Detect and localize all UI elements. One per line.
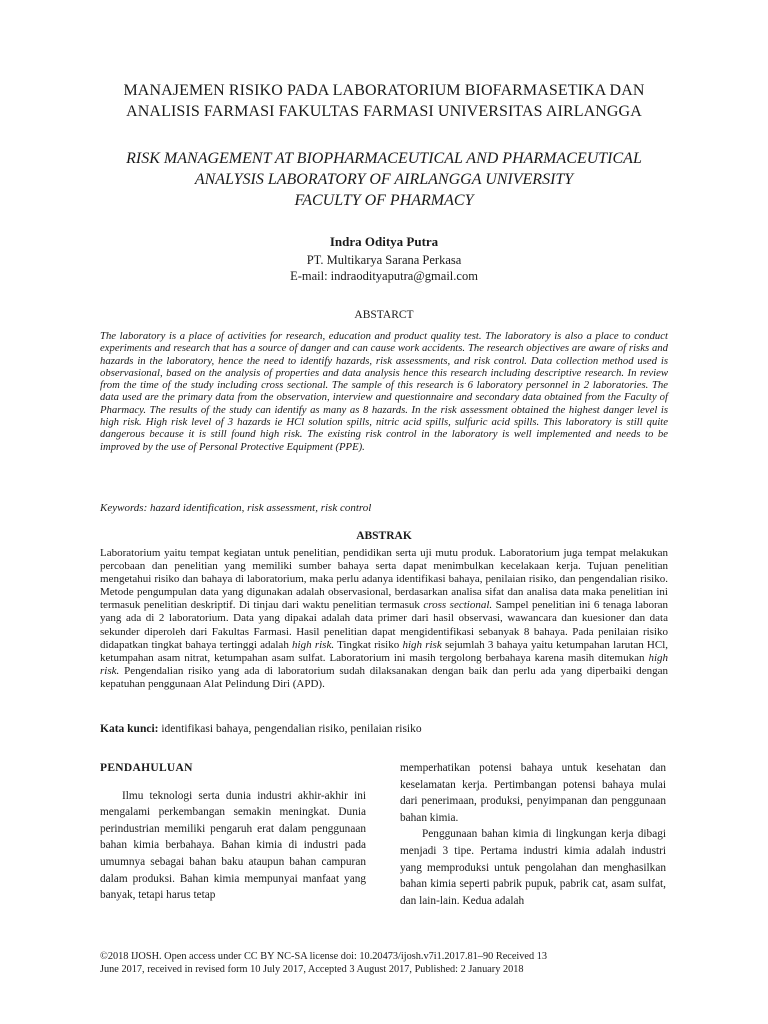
abstract-en-text: The laboratory is a place of activities for research, education and product quality test. The laboratory is also a place to conduct experiments and research that has a source of danger and can cause work accidents. The research objectives are aware of risks and hazards in the laboratory, hence the need to identify hazards, risk assessments, and risk control. Data collection method used is observasional, based on the analysis of properties and data analysis hence this research including descriptive research. In review from the time of the study including cross sectional. The sample of this research is 6 laboratory personnel in 2 laboratories. The data used are the primary data from the observation, interview and questionnaire and secondary data obtained from the Faculty of Pharmacy. The results of the study can identify as many as 8 hazards. In the risk assessment obtained the highest danger level is high risk. High risk level of 3 hazards ie HCl solution spills, nitric acid spills, sulfuric acid spills. This laboratory is still quite dangerous because it is still found high risk. The existing risk control in the laboratory is well implemented and needs to be improved by the use of Personal Protective Equipment (PPE). [100, 330, 668, 453]
intro-left-paragraph-1: Ilmu teknologi serta dunia industri akhir-akhir ini mengalami perkembangan semakin meningkat. Dunia perindustrian memiliki pengaruh erat dalam penggunaan bahan kimia berbahaya. Bahan kimia di industri pada umumnya sebagai bahan baku ataupun bahan campuran dalam produksi. Bahan kimia mempunyai manfaat yang banyak, tetapi harus tetap [100, 789, 366, 902]
title-en-line-3: FACULTY OF PHARMACY [294, 192, 474, 209]
intro-right-column [400, 760, 666, 909]
intro-left-column [100, 760, 366, 904]
abstract-id-part-3: Tingkat risiko [334, 638, 403, 651]
intro-right-paragraph-2: Penggunaan bahan kimia di lingkungan kerja dibagi menjadi 3 tipe. Pertama industri kimia adalah industri yang memproduksi untuk pengolahan dan menghasilkan bahan kimia seperti pabrik pupuk, pabrik cat, asam sulfat, dan lain-lain. Kedua adalah [400, 828, 666, 907]
abstract-id-em-2: high risk. [292, 638, 335, 651]
abstract-id-em-1: cross sectional. [423, 599, 493, 612]
abstract-id-part-2: Sampel penelitian ini 6 tenaga laboran yang ada di 2 laboratorium. Data yang dipakai adalah data primer dari hasil observasi, wawancara dan kuesioner dan data sekunder diperoleh dari Fakultas Farmasi. Hasil penelitian dapat mengidentifikasi sebanyak 8 bahaya. Pada penilaian risiko didapatkan tingkat bahaya tertinggi adalah [100, 599, 668, 651]
abstract-id-heading: ABSTRAK [356, 530, 412, 542]
keywords-en-label: Keywords: [100, 502, 148, 514]
copyright-footer [100, 950, 668, 976]
keywords-en [100, 502, 668, 515]
abstract-en-heading: ABSTARCT [354, 309, 414, 321]
abstract-id-em-4: high risk. [100, 651, 668, 677]
title-en-line-1: RISK MANAGEMENT AT BIOPHARMACEUTICAL AND PHARMACEUTICAL [126, 150, 642, 167]
title-id-line-2: ANALISIS FARMASI FAKULTAS FARMASI UNIVERSITAS AIRLANGGA [126, 103, 642, 120]
abstract-id-part-5: Pengendalian risiko yang ada di laboratorium sudah dilaksanakan dengan baik dan perlu ada yang diperbaiki dengan kepatuhan penggunaan Alat Pelindung Diri (APD). [100, 664, 668, 690]
abstract-id-part-4: sejumlah 3 bahaya yaitu ketumpahan larutan HCl, ketumpahan asam nitrat, ketumpahan asam sulfat. Laboratorium ini masih tergolong berbahaya karena masih ditemukan [100, 638, 669, 664]
author-email: E-mail: indraodityaputra@gmail.com [290, 269, 478, 283]
footer-line-1: ©2018 IJOSH. Open access under CC BY NC-SA license doi: 10.20473/ijosh.v7i1.2017.81–90 Received 13 [100, 951, 548, 962]
title-indonesian [60, 80, 708, 122]
abstract-id-em-3: high risk [402, 638, 442, 651]
author-block [100, 234, 668, 284]
title-id-line-1: MANAJEMEN RISIKO PADA LABORATORIUM BIOFARMASETIKA DAN [123, 82, 645, 99]
footer-line-2: June 2017, received in revised form 10 July 2017, Accepted 3 August 2017, Published: 2 January 2018 [100, 964, 524, 975]
abstract-id-text [100, 547, 668, 691]
keywords-id-value: identifikasi bahaya, pengendalian risiko, penilaian risiko [158, 723, 422, 735]
intro-right-paragraph-1: memperhatikan potensi bahaya untuk kesehatan dan keselamatan kerja. Pertimbangan potensi bahaya mulai dari penerimaan, produksi, penyimpanan dan penggunaan bahan kimia. [400, 762, 666, 824]
abstract-id-part-1: Laboratorium yaitu tempat kegiatan untuk penelitian, pendidikan serta uji mutu produk. Laboratorium juga tempat melakukan percobaan dan penelitian yang memiliki sumber bahaya serta dapat menimbulkan kecelakaan kerja. Tujuan penelitian mengetahui risiko dan bahaya di laboratorium, maka perlu adanya identifikasi bahaya, penilaian risiko, dan pengendalian risiko. Metode pengumpulan data yang digunakan adalah observasional, berdasarkan analisa sifat dan analisa data maka penelitian ini termasuk penelitian deskriptif. Di tinjau dari waktu penelitian termasuk [100, 547, 668, 612]
keywords-id-label: Kata kunci: [100, 723, 159, 735]
author-name: Indra Oditya Putra [329, 234, 439, 249]
intro-heading: PENDAHULUAN [100, 762, 193, 774]
title-english [60, 148, 708, 211]
title-en-line-2: ANALYSIS LABORATORY OF AIRLANGGA UNIVERSITY [194, 171, 574, 188]
author-affiliation: PT. Multikarya Sarana Perkasa [306, 253, 462, 267]
keywords-id [100, 722, 668, 736]
keywords-en-value: hazard identification, risk assessment, risk control [150, 502, 372, 514]
